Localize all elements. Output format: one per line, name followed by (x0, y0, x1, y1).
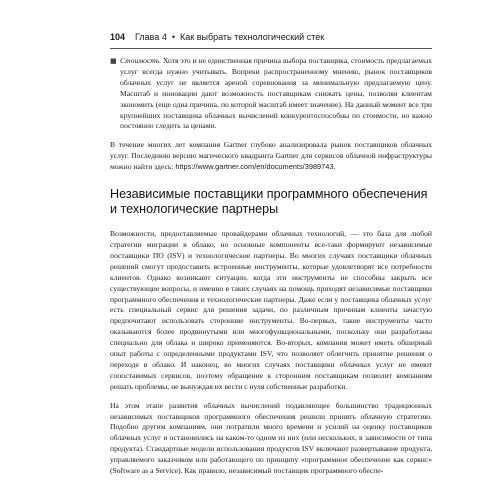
paragraph-isv-intro: Возможности, предоставляемые провайдерами облачных технологий, — это база для любой стратегии миграции в облако, но основные компоненты все-таки формируют независимые поставщики ПО (ISV) и технологические партнеры. Во многих случаях поставщики облачных решений смогут предоставить встроенные инструменты, которые удовлетворят все потребности клиентов. Однако возникают ситуации, когда эти инструменты не способны закрыть все существующие вопросы, и именно в таких случаях на помощь приходят независимые поставщики программного обеспечения и технологические партнеры. Даже если у поставщика облачных услуг есть специальный сервис для решения задачи, по различным причинам клиенты зачастую предпочитают использовать сторонние инструменты. Во-первых, такие инструменты часто оказываются более продвинутыми или многофункциональными, поскольку они разработаны специально для облака и широко применяются. Во-вторых, компания может иметь обширный опыт работы с определенными продуктами ISV, что позволяет облегчить принятие решения о переходе в облако. И наконец, во многих случаях поставщики облачных услуг не имеют сопоставимых сервисов, поэтому обращение к сторонним поставщикам позволит компаниям решать проблемы, не вынуждая их вести с нуля собственные разработки. (110, 229, 432, 391)
page-body (110, 56, 432, 477)
running-header (110, 30, 432, 49)
page-number: 104 (110, 32, 126, 42)
bullet-term: Стоимость. (120, 56, 162, 65)
paragraph-gartner-text: В течение многих лет компания Gartner глубоко анализировала рынок поставщиков облачных услуг. Последнюю версию магического квадранта Gartner для сервисов облачной инфраструктуры можно найти здесь: (110, 140, 432, 172)
paragraph-gartner-end: . (333, 162, 336, 172)
paragraph-isv-strategy: На этом этапе развития облачных вычислений подавляющее большинство традиционных независимых поставщиков программного обеспечения решили принять облачную стратегию. Подобно другим компаниям, они потратили много времени и усилий на оценку поставщиков облачных услуг и остановились на каком-то одном из них (или нескольких, в зависимости от типа продукта). Стандартные модели использования продуктов ISV включают развертывание продукта, управляемого заказчиком или работающего по принципу «программное обеспечение как сервис» (Software as a Service). Как правило, независимый поставщик программного обеспе- (110, 400, 432, 476)
chapter-label: Глава 4 (135, 32, 167, 42)
bullet-item-cost (110, 56, 432, 132)
chapter-title: Как выбрать технологический стек (180, 32, 325, 42)
section-heading: Независимые поставщики программного обеспечения и технологические партнеры (110, 187, 428, 217)
gartner-link[interactable]: https://www.gartner.com/en/documents/3989743 (175, 162, 334, 172)
square-bullet-icon: ■ (110, 57, 117, 65)
bullet-text (120, 56, 432, 132)
header-separator: • (171, 32, 176, 42)
paragraph-gartner (110, 140, 432, 173)
bullet-body: Хотя это и не единственная причина выбора поставщика, стоимость предлагаемых услуг всегда нужно учитывать. Вопреки распространенному мнению, рынок поставщиков облачных услуг не является ареной соревнования за минимальную предлагаемую цену. Масштаб и инновации дают возможность поставщикам снижать цены, позволяя клиентам экономить (еще одна причина, по которой масштаб имеет значение). На данный момент все три крупнейших поставщика облачных вычислений конкурентоспособны по стоимости, но важно постоянно следить за ценами. (120, 56, 432, 131)
